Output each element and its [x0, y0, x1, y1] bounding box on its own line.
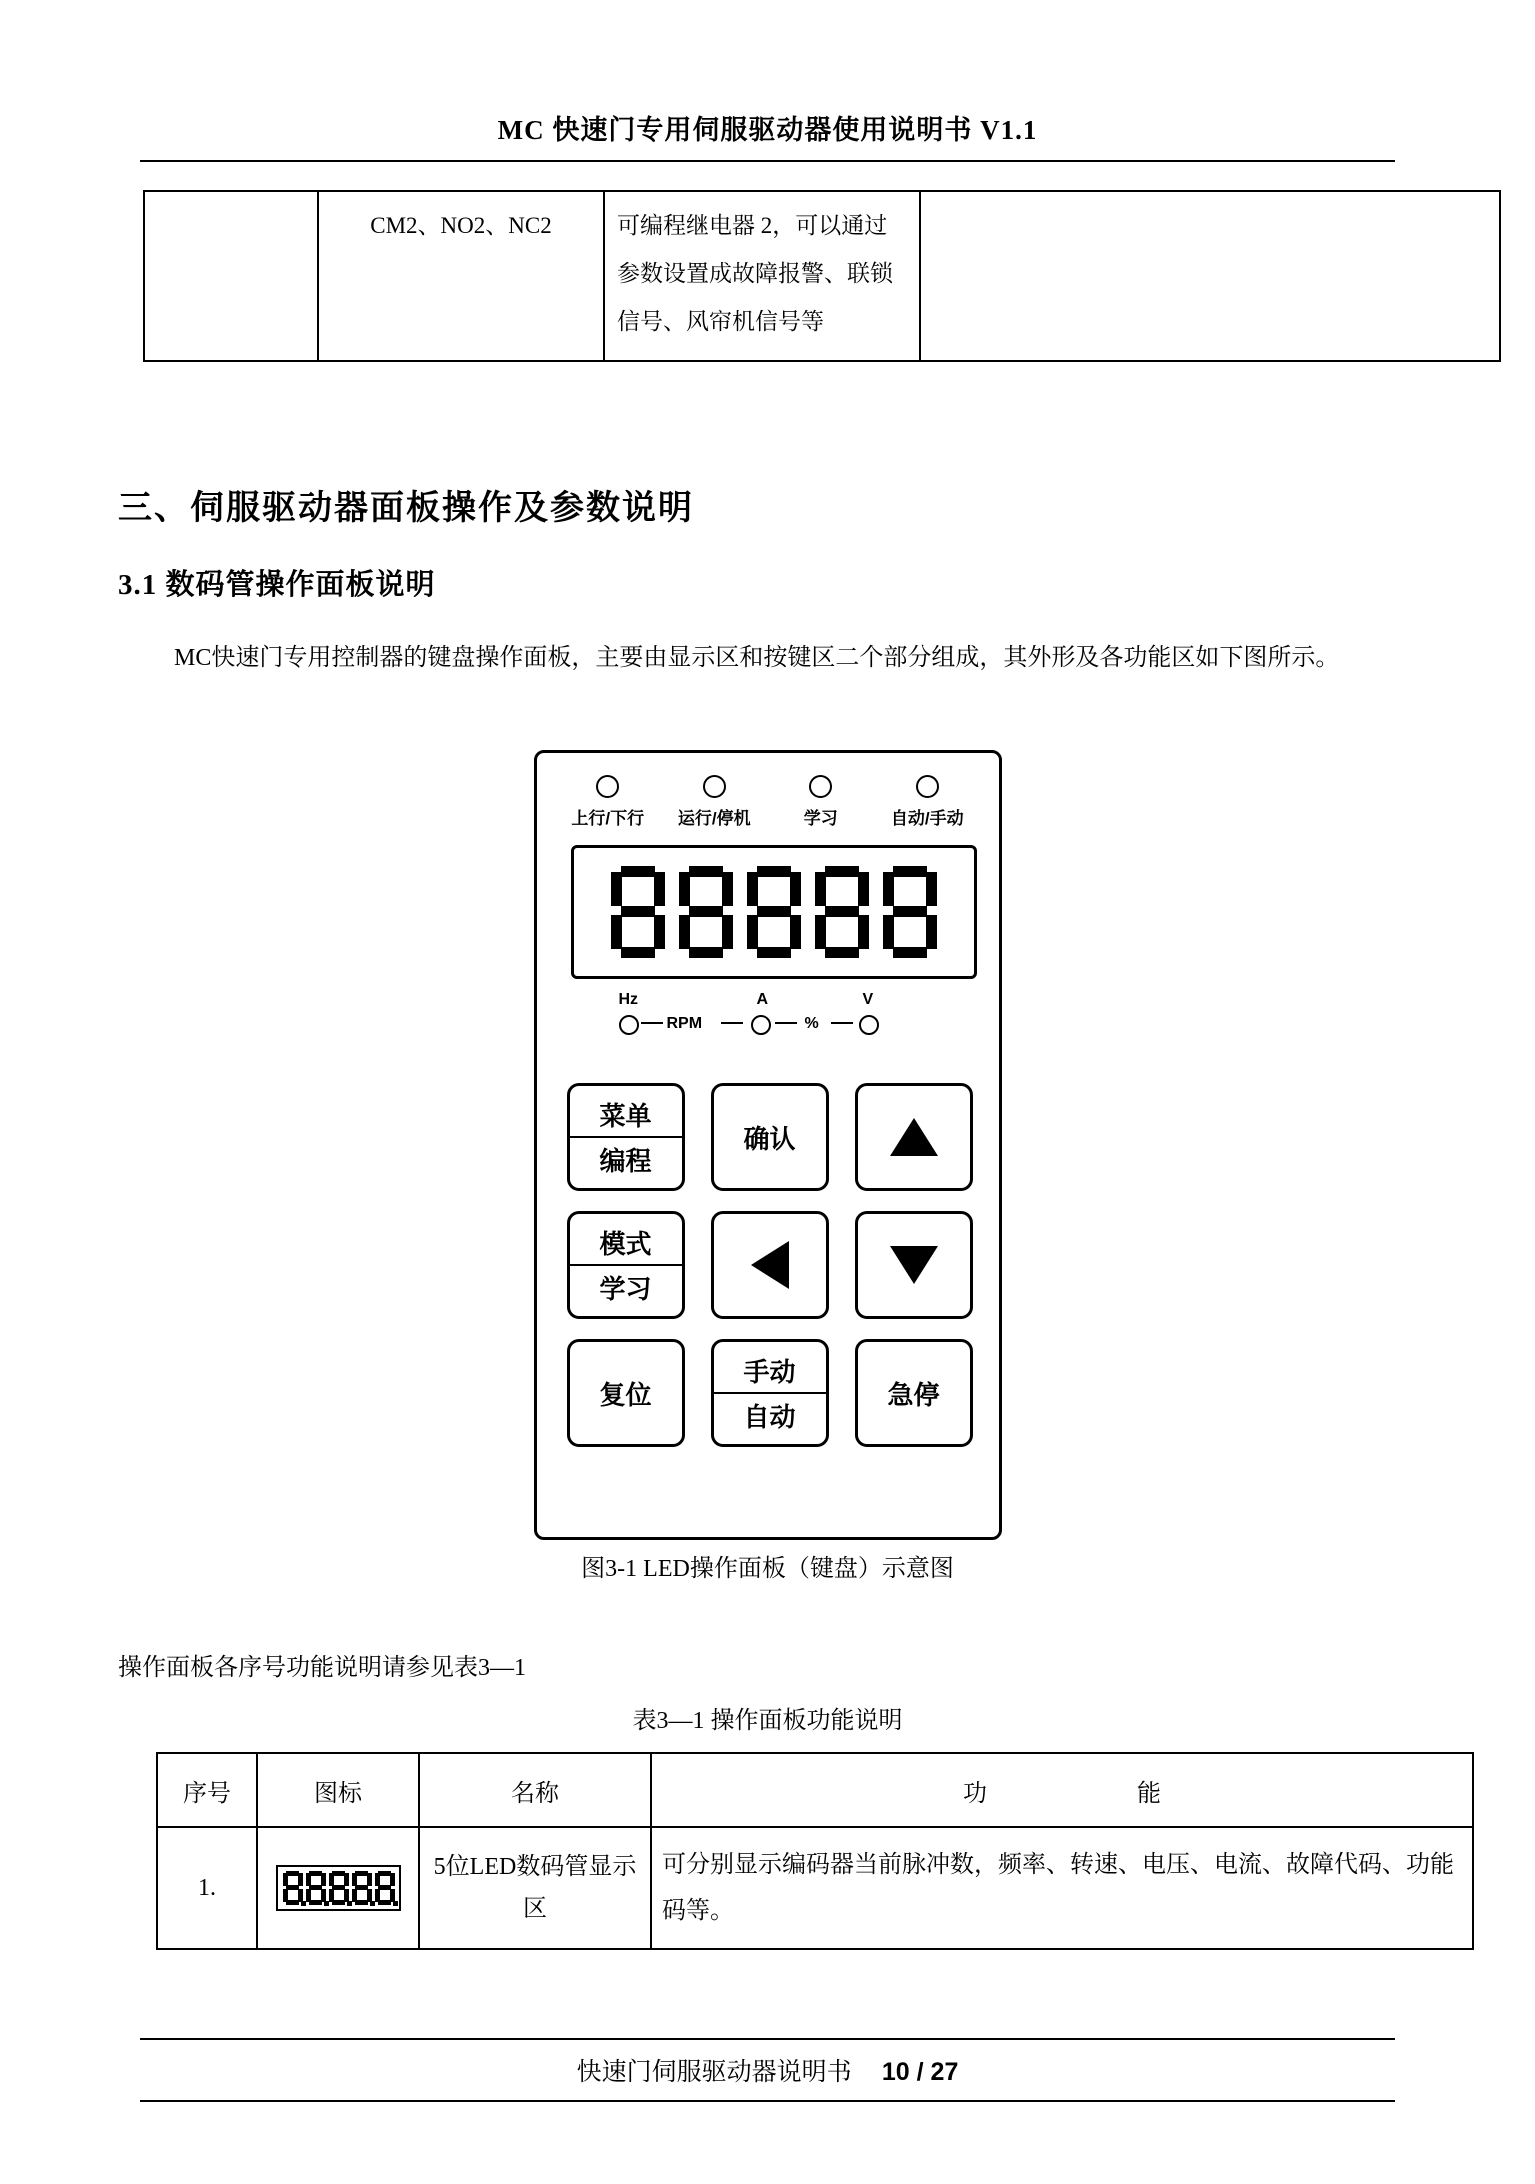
- intro-paragraph: MC快速门专用控制器的键盘操作面板，主要由显示区和按键区二个部分组成，其外形及各功能区如下图所示。: [174, 645, 1340, 671]
- panel-function-table: [156, 1752, 1474, 1950]
- panel-figure: [0, 750, 1535, 1540]
- indicator-updown: [556, 775, 660, 829]
- key-label-top: 菜单: [570, 1096, 682, 1138]
- header-index: 序号: [157, 1753, 257, 1827]
- indicator-label: 学习: [803, 809, 838, 828]
- indicator-label: 自动/手动: [890, 809, 964, 828]
- indicator-label: 上行/下行: [571, 809, 645, 828]
- mode-learn-key[interactable]: [567, 1211, 685, 1319]
- header-function: [651, 1753, 1473, 1827]
- led-circle-icon: [596, 775, 619, 798]
- estop-key[interactable]: [855, 1339, 973, 1447]
- unit-label-rpm: RPM: [666, 1015, 703, 1032]
- triangle-left-icon: [751, 1241, 789, 1289]
- indicator-learn: [769, 775, 873, 829]
- key-label: 复位: [599, 1379, 652, 1410]
- page-footer: [0, 2052, 1535, 2088]
- page-header: MC 快速门专用伺服驱动器使用说明书 V1.1: [497, 115, 1038, 145]
- indicator-autoManual: [875, 775, 979, 829]
- seven-segment-digit: [611, 866, 665, 958]
- table-caption: 表3—1 操作面板功能说明: [632, 1708, 903, 1734]
- seven-segment-digit: [883, 866, 937, 958]
- unit-led-a-icon: [751, 1015, 771, 1035]
- triangle-down-icon: [890, 1246, 938, 1284]
- figure-caption: 图3-1 LED操作面板（键盘）示意图: [581, 1556, 954, 1582]
- seven-segment-display: [571, 845, 977, 979]
- mini-digit: [352, 1871, 371, 1905]
- confirm-key[interactable]: [711, 1083, 829, 1191]
- page-number: 10 / 27: [881, 2058, 959, 2086]
- key-label-bottom: 学习: [599, 1274, 652, 1304]
- mini-digit: [375, 1871, 394, 1905]
- menu-program-key[interactable]: [567, 1083, 685, 1191]
- table-row: [157, 1827, 1473, 1949]
- header-divider: [140, 160, 1395, 162]
- cell-col-d: [920, 191, 1500, 361]
- key-label: 确认: [743, 1123, 796, 1154]
- led-circle-icon: [703, 775, 726, 798]
- indicator-runstop: [662, 775, 766, 829]
- cell-icon: [257, 1827, 419, 1949]
- led-circle-icon: [809, 775, 832, 798]
- key-label-top: 模式: [570, 1224, 682, 1266]
- header-function-right: 能: [1137, 1780, 1161, 1807]
- down-key[interactable]: [855, 1211, 973, 1319]
- unit-label-percent: %: [804, 1015, 819, 1032]
- cell-terminal-names: CM2、NO2、NC2: [318, 191, 604, 361]
- header-function-left: 功: [963, 1780, 987, 1807]
- operation-panel: [534, 750, 1002, 1540]
- unit-led-v-icon: [859, 1015, 879, 1035]
- unit-label-hz: Hz: [618, 991, 639, 1008]
- header-icon: 图标: [257, 1753, 419, 1827]
- key-label-bottom: 自动: [743, 1402, 796, 1432]
- footer-divider-bottom: [140, 2100, 1395, 2102]
- table-header-row: [157, 1753, 1473, 1827]
- mini-digit: [329, 1871, 348, 1905]
- unit-label-v: V: [862, 991, 874, 1008]
- table-row: [144, 191, 1500, 361]
- unit-led-hz-icon: [619, 1015, 639, 1035]
- cell-col-a: [144, 191, 318, 361]
- triangle-up-icon: [890, 1118, 938, 1156]
- reset-key[interactable]: [567, 1339, 685, 1447]
- key-label: 急停: [887, 1379, 940, 1410]
- footer-divider-top: [140, 2038, 1395, 2040]
- cell-index: 1.: [157, 1827, 257, 1949]
- header-name: 名称: [419, 1753, 651, 1827]
- key-label-top: 手动: [714, 1352, 826, 1394]
- indicator-led-row: [537, 775, 999, 829]
- mini-seven-segment-display: [276, 1865, 401, 1911]
- subsection-heading: 3.1 数码管操作面板说明: [118, 569, 436, 601]
- left-key[interactable]: [711, 1211, 829, 1319]
- footer-text: 快速门伺服驱动器说明书: [576, 2059, 852, 2086]
- indicator-label: 运行/停机: [677, 809, 751, 828]
- key-label-bottom: 编程: [599, 1146, 652, 1176]
- seven-segment-digit: [679, 866, 733, 958]
- after-figure-paragraph: 操作面板各序号功能说明请参见表3—1: [118, 1655, 526, 1681]
- led-circle-icon: [916, 775, 939, 798]
- section-heading: 三、伺服驱动器面板操作及参数说明: [118, 490, 694, 527]
- seven-segment-digit: [815, 866, 869, 958]
- cell-function: 可分别显示编码器当前脉冲数，频率、转速、电压、电流、故障代码、功能码等。: [651, 1827, 1473, 1949]
- mini-digit: [283, 1871, 302, 1905]
- manual-auto-key[interactable]: [711, 1339, 829, 1447]
- up-key[interactable]: [855, 1083, 973, 1191]
- unit-label-a: A: [756, 991, 769, 1008]
- unit-indicator-row: [571, 991, 971, 1055]
- cell-name: 5位LED数码管显示区: [419, 1827, 651, 1949]
- seven-segment-digit: [747, 866, 801, 958]
- keypad: [567, 1083, 975, 1447]
- terminal-description-table: [143, 190, 1501, 362]
- mini-digit: [306, 1871, 325, 1905]
- cell-terminal-function: 可编程继电器 2，可以通过参数设置成故障报警、联锁信号、风帘机信号等: [604, 191, 920, 361]
